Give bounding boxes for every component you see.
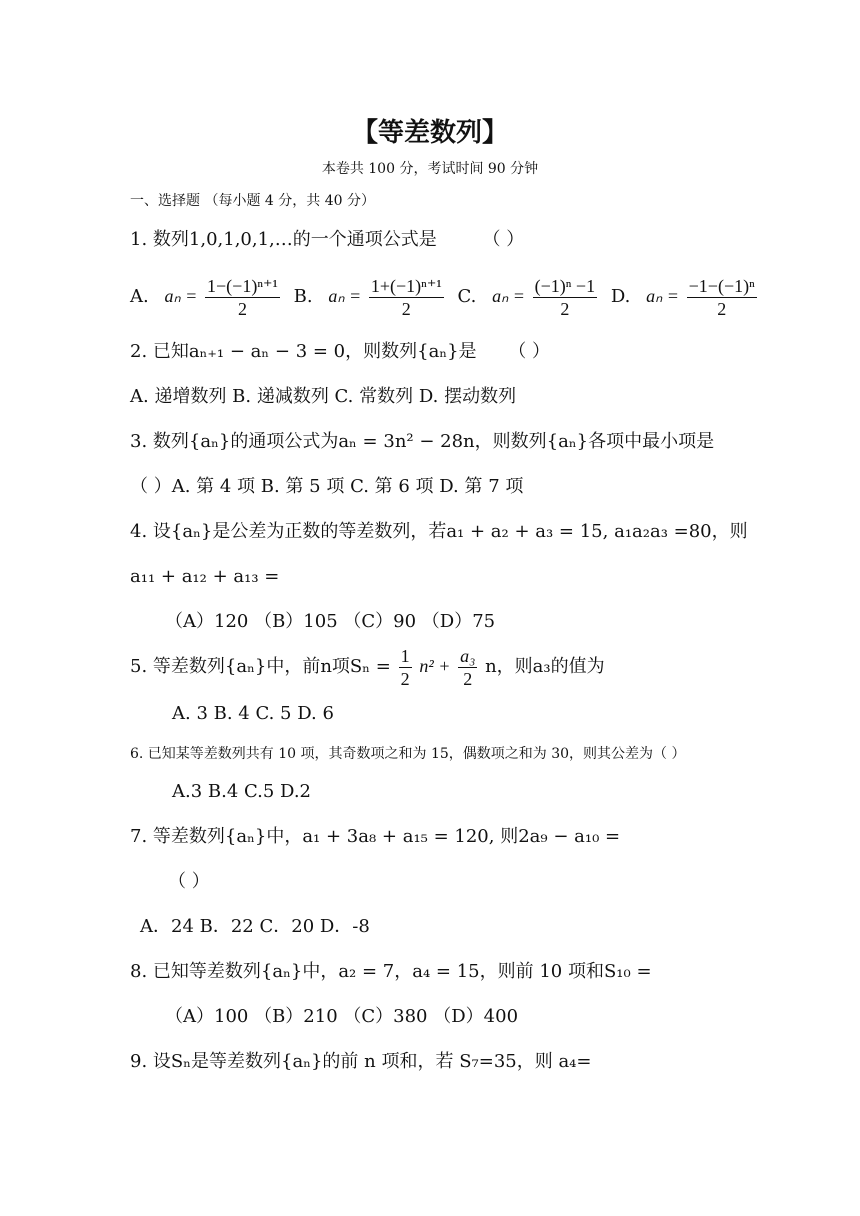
q7-blank: （ ） [168,871,210,892]
q4-options: （A）120 （B）105 （C）90 （D）75 [165,611,496,632]
q9-stem: 9. 设Sₙ是等差数列{aₙ}的前 n 项和，若 S₇=35，则 a₄= [130,1051,592,1072]
q6-options: A.3 B.4 C.5 D.2 [172,781,312,802]
q5-fraction-half: $\frac{1}{2}$ [400,645,410,689]
q4-stem: 4. 设{aₙ}是公差为正数的等差数列，若a₁ + a₂ + a₃ = 15, a₁a₂a₃ =80，则 [130,521,748,542]
q8-stem: 8. 已知等差数列{aₙ}中，a₂ = 7，a₄ = 15，则前 10 项和S₁₀ = [130,961,652,982]
q5-stem: 5. 等差数列{aₙ}中，前n项Sₙ = $\frac{1}{2}$ n² + $\frac{\text{a₃}}{2}$ n，则a₃的值为 [130,645,605,689]
q4-stem-continued: a₁₁ + a₁₂ + a₁₃ = [130,566,280,587]
q8-options: （A）100 （B）210 （C）380 （D）400 [165,1006,519,1027]
q2-options: A. 递增数列 B. 递减数列 C. 常数列 D. 摆动数列 [130,386,517,407]
q2-stem: 2. 已知aₙ₊₁ − aₙ − 3 = 0，则数列{aₙ}是 （ ） [130,341,551,362]
q6-stem: 6. 已知某等差数列共有 10 项，其奇数项之和为 15，偶数项之和为 30，则其公差为（ ） [130,746,686,762]
q1-option-a-fraction: $\frac{\text{1−(−1)ⁿ⁺¹}}{2}$ [207,275,278,319]
q7-options: A．24 B．22 C．20 D．-8 [140,916,370,937]
q1-option-d-fraction: $\frac{\text{−1−(−1)ⁿ}}{2}$ [688,275,755,319]
q1-option-b-fraction: $\frac{\text{1+(−1)ⁿ⁺¹}}{2}$ [370,275,442,319]
q3-options: （ ）A. 第 4 项 B. 第 5 项 C. 第 6 项 D. 第 7 项 [130,476,524,497]
section-heading: 一、选择题 （每小题 4 分，共 40 分） [130,193,375,209]
q1-option-c-fraction: $\frac{\text{(−1)ⁿ −1}}{2}$ [534,275,596,319]
q5-fraction-a3-half: $\frac{\text{a₃}}{2}$ [460,645,476,689]
q7-stem: 7. 等差数列{aₙ}中，a₁ + 3a₈ + a₁₅ = 120, 则2a₉ − a₁₀ = [130,826,621,847]
q1-options: A. aₙ = $\frac{\text{1−(−1)ⁿ⁺¹}}{2}$ B. aₙ = $\frac{\text{1+(−1)ⁿ⁺¹}}{2}$ C. aₙ = $\frac{\text{(−1)ⁿ −1}}{2}$ D. aₙ = $\frac{\text{−1−(−1)ⁿ}}{2}$ [130,275,755,319]
exam-info: 本卷共 100 分，考试时间 90 分钟 [321,161,539,177]
page-title: 【等差数列】 [351,118,508,148]
q1-stem: 1. 数列1,0,1,0,1,…的一个通项公式是 （ ） [130,229,525,250]
q3-stem: 3. 数列{aₙ}的通项公式为aₙ = 3n² − 28n，则数列{aₙ}各项中最小项是 [130,431,715,452]
q5-options: A. 3 B. 4 C. 5 D. 6 [172,703,334,724]
